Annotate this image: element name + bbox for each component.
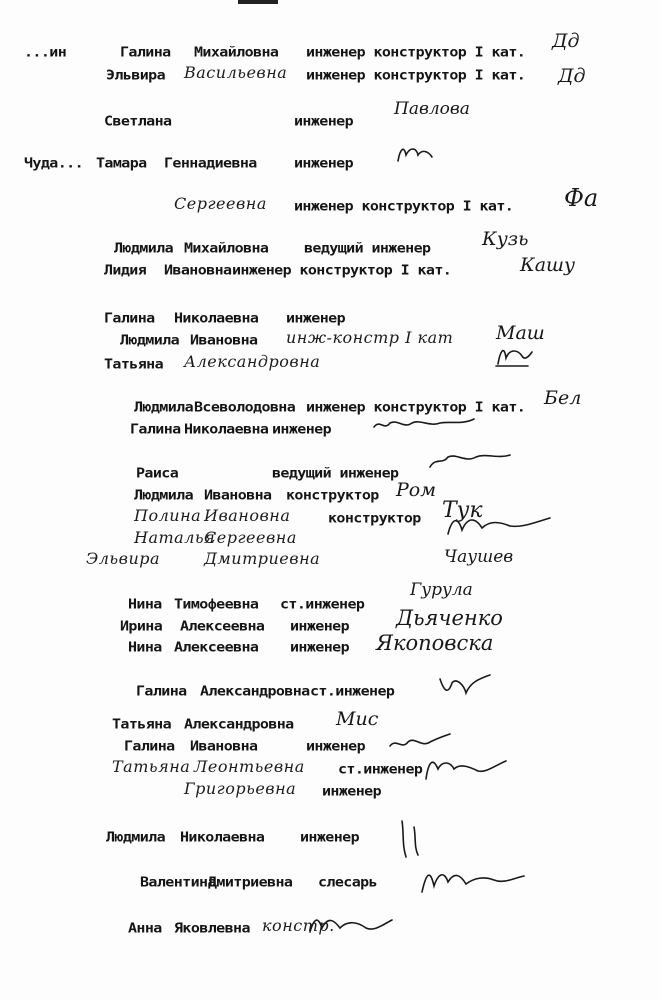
- position: инженер: [300, 829, 360, 846]
- surname: ...ин: [24, 44, 67, 61]
- signature-scribble: [436, 673, 496, 701]
- scan-mark: [238, 0, 278, 4]
- position: инженер: [306, 738, 366, 755]
- first-name: Галина: [104, 310, 155, 327]
- position: ст.инженер: [338, 761, 423, 778]
- patronymic: Александровна: [184, 352, 321, 371]
- position: инженер: [322, 783, 382, 800]
- position: инженер: [294, 155, 354, 172]
- patronymic: Всеволодовна: [194, 399, 296, 416]
- signature-scribble: [396, 141, 436, 165]
- first-name: Людмила: [106, 829, 166, 846]
- patronymic: Тимофеевна: [174, 596, 259, 613]
- position: инженер: [272, 421, 332, 438]
- patronymic: Александровна: [200, 683, 310, 700]
- patronymic: Николаевна: [174, 310, 259, 327]
- staff-row: [24, 683, 624, 709]
- first-name: Эльвира: [86, 549, 161, 568]
- staff-row: [24, 352, 624, 382]
- patronymic: Дмитриевна: [204, 549, 321, 568]
- signature-scribble: [306, 910, 396, 940]
- signature: Ром: [396, 479, 436, 501]
- position: ведущий инженер: [304, 240, 431, 257]
- position: инженер: [290, 618, 350, 635]
- position: инженер: [286, 310, 346, 327]
- patronymic: Александровна: [184, 716, 294, 733]
- first-name: Валентина: [140, 874, 216, 891]
- patronymic: Леонтьевна: [194, 757, 305, 776]
- first-name: Раиса: [136, 465, 179, 482]
- staff-row: [24, 547, 624, 579]
- position: констр.: [262, 916, 335, 935]
- patronymic: Ивановна: [190, 738, 258, 755]
- patronymic: Алексеевна: [180, 618, 265, 635]
- position: инженер: [294, 113, 354, 130]
- signature: Кузь: [482, 228, 529, 250]
- signature: Дьяченко: [396, 606, 503, 630]
- first-name: Татьяна: [112, 716, 172, 733]
- signature-scribble: [396, 817, 426, 863]
- first-name: Татьяна: [112, 757, 191, 776]
- first-name: Галина: [130, 421, 181, 438]
- staff-row: [24, 421, 624, 447]
- first-name: Людмила: [114, 240, 174, 257]
- signature-scribble: [386, 732, 456, 754]
- position: инженер конструктор I кат.: [294, 198, 514, 215]
- first-name: Ирина: [120, 618, 163, 635]
- first-name: Людмила: [120, 332, 180, 349]
- signature: Фа: [564, 184, 599, 212]
- signature-scribble: [418, 864, 528, 896]
- signature: Гурула: [410, 580, 473, 600]
- signature: Тук: [442, 498, 483, 523]
- patronymic: Дмитриевна: [208, 874, 293, 891]
- patronymic: Григорьевна: [184, 779, 297, 798]
- signature: Дд: [552, 30, 580, 52]
- first-name: Галина: [120, 44, 171, 61]
- signature-scribble: [370, 415, 480, 435]
- position: ст.инженер: [310, 683, 395, 700]
- first-name: Полина: [134, 506, 202, 525]
- first-name: Эльвира: [106, 67, 166, 84]
- patronymic: Яковлевна: [174, 920, 250, 937]
- first-name: Тамара: [96, 155, 147, 172]
- signature: Павлова: [394, 99, 470, 119]
- surname: Чуда...: [24, 155, 84, 172]
- signature: Якоповска: [376, 631, 494, 655]
- patronymic: Николаевна: [180, 829, 265, 846]
- first-name: Нина: [128, 639, 162, 656]
- signature: Маш: [496, 322, 545, 344]
- patronymic: Николаевна: [184, 421, 269, 438]
- signature-scribble: [426, 449, 516, 473]
- patronymic: Ивановна: [204, 506, 291, 525]
- signature: Бел: [544, 387, 582, 409]
- staff-row: [24, 874, 624, 900]
- position: инженер конструктор I кат.: [306, 67, 526, 84]
- patronymic: Ивановна: [204, 487, 272, 504]
- first-name: Наталья: [134, 528, 216, 547]
- staff-row: [24, 99, 624, 139]
- patronymic: Геннадиевна: [164, 155, 257, 172]
- first-name: Людмила: [134, 399, 194, 416]
- staff-row: [24, 184, 624, 224]
- first-name: Людмила: [134, 487, 194, 504]
- signature-scribble: [444, 510, 554, 540]
- patronymic: Ивановна: [190, 332, 258, 349]
- first-name: Галина: [124, 738, 175, 755]
- patronymic: Сергеевна: [174, 194, 267, 213]
- position: инженер конструктор I кат.: [306, 399, 526, 416]
- patronymic: Сергеевна: [204, 528, 297, 547]
- position: слесарь: [318, 874, 378, 891]
- signature-scribble: [420, 753, 510, 783]
- position: инженер конструктор I кат.: [232, 262, 452, 279]
- patronymic: Ивановна: [164, 262, 232, 279]
- signature-scribble: [494, 342, 534, 368]
- first-name: Анна: [128, 920, 162, 937]
- staff-row: [24, 155, 624, 181]
- patronymic: Алексеевна: [174, 639, 259, 656]
- first-name: Татьяна: [104, 356, 164, 373]
- signature: Дд: [558, 65, 586, 87]
- staff-row: [24, 63, 624, 93]
- staff-row: [24, 779, 624, 809]
- patronymic: Васильевна: [184, 63, 288, 82]
- patronymic: Михайловна: [194, 44, 279, 61]
- signature: Чаушев: [444, 547, 514, 567]
- first-name: Галина: [136, 683, 187, 700]
- staff-row: [24, 254, 624, 288]
- staff-row: [24, 322, 624, 358]
- position: инженер: [290, 639, 350, 656]
- first-name: Лидия: [104, 262, 147, 279]
- signature: Кашу: [520, 254, 576, 276]
- staff-row: [24, 916, 624, 946]
- position: инженер конструктор I кат.: [306, 44, 526, 61]
- first-name: Светлана: [104, 113, 172, 130]
- position: конструктор: [286, 487, 379, 504]
- position: ст.инженер: [280, 596, 365, 613]
- staff-row: [24, 829, 624, 855]
- position: инж-констр I кат: [286, 328, 454, 347]
- signature: Мис: [336, 708, 379, 730]
- patronymic: Михайловна: [184, 240, 269, 257]
- staff-row: [24, 631, 624, 665]
- position: конструктор: [328, 510, 421, 527]
- position: ведущий инженер: [272, 465, 399, 482]
- first-name: Нина: [128, 596, 162, 613]
